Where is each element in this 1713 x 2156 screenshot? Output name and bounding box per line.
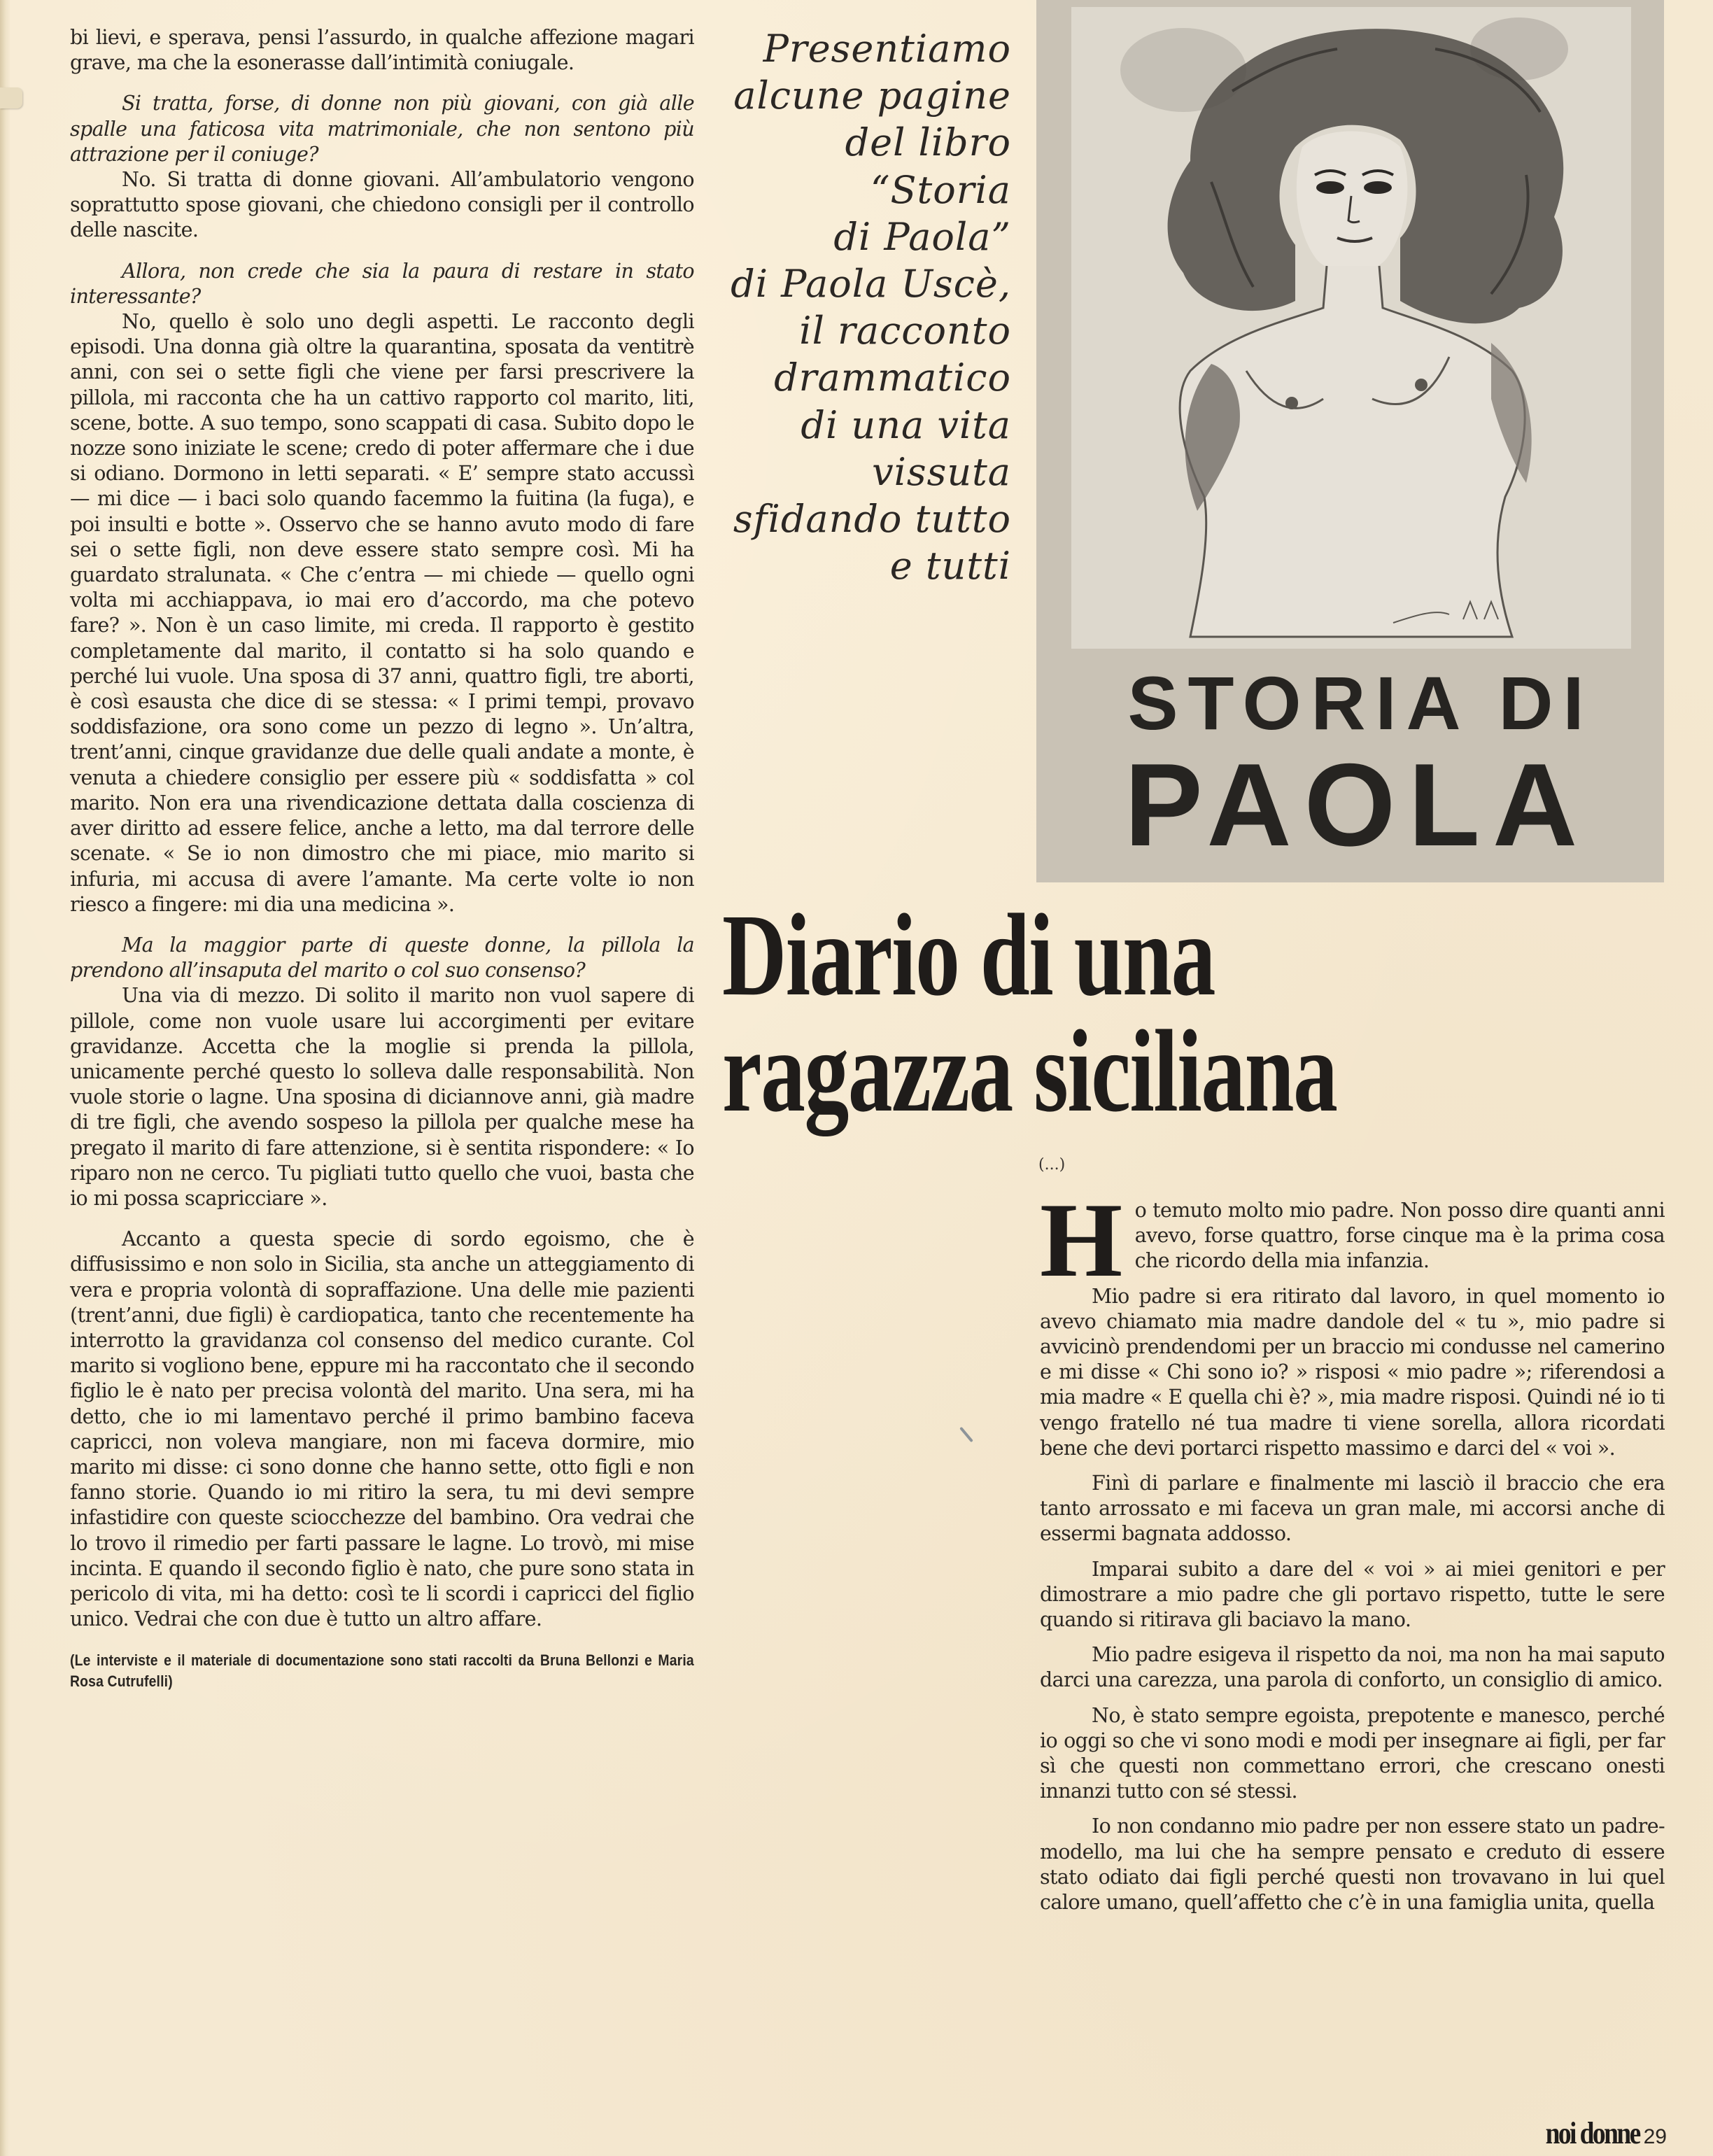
article-headline: [722, 890, 1467, 1136]
intro-line: vissuta: [872, 449, 1011, 494]
diary-paragraph: Io non condanno mio padre per non essere stato un padre-modello, ma lui che ha sempre pensato e creduto di essere stato odiato dai figli perché questi non trovavano in lui quel calore umano, quell’affetto che c’è in una famiglia unita, quella: [1040, 1815, 1665, 1915]
intro-line: drammatico: [774, 355, 1011, 400]
book-cover: [1036, 0, 1664, 882]
opening-text: o temuto molto mio padre. Non posso dire quanti anni avevo, forse quattro, forse cinque ma è la prima cosa che ricordo della mia infanzia.: [1134, 1199, 1665, 1273]
intro-blurb: [714, 25, 1011, 589]
cover-title-line-2: PAOLA: [1124, 739, 1591, 871]
paragraph: bi lievi, e sperava, pensi l’assurdo, in qualche affezione magari grave, ma che la esonerasse dall’intimità coniugale.: [70, 26, 694, 75]
intro-line: “Storia: [870, 167, 1011, 212]
cover-title-line-1: STORIA DI: [1127, 661, 1594, 745]
answer-paragraph: No, quello è solo uno degli aspetti. Le racconto degli episodi. Una donna già oltre la quarantina, sposata da ventitrè anni, con sei o sette figli che viene per farsi prescrivere la pillola, mi racconta che ha un cattivo rapporto col marito, liti, scene, botte. A suo tempo, sono scappati di casa. Subito dopo le nozze sono iniziate le scene; credo di poter affermare che i due si odiano. Dormono in letti separati. « E’ sempre stato accussì — mi dice — i baci solo quando facemmo la fuitina (la fuga), e poi insulti e botte ». Osservo che se hanno avuto modo di fare sei o sette figli, non deve essere stato sempre così. Mi ha guardato stralunata. « Che c’entra — mi chiede — quello ogni volta mi acchiappava, io mai ero d’accordo, ma che potevo fare? ». Non è un caso limite, mi creda. Il rapporto è gestito completamente dal marito, il contatto si ha solo quando e perché lui vuole. Una sposa di 37 anni, quattro figli, tre aborti, è così esausta che dice di se stessa: « I primi tempi, provavo soddisfazione, ora sono come un pezzo di legno ». Un’altra, trent’anni, cinque gravidanze due delle quali andate a monte, è venuta a chiedere consiglio per essere più « soddisfatta » col marito. Non era una rivendicazione dettata dalla coscienza di aver diritto ad essere felice, anche a letto, ma dal terrore delle scenate. « Se io non dimostro che mi piace, mio marito si infuria, mi accusa di avere l’amante. Ma certe volte io non riesco a fingere: mi dia una medicina ».: [70, 310, 694, 916]
page-number: 29: [1643, 2125, 1667, 2148]
staple-mark: [959, 1427, 973, 1442]
intro-line: sfidando tutto: [733, 497, 1011, 542]
drop-cap: H: [1040, 1181, 1122, 1299]
headline-line-1: Diario di una: [722, 890, 1215, 1020]
intro-line: di Paola”: [833, 214, 1011, 259]
omission-mark: (...): [1038, 1156, 1066, 1174]
magazine-name: noi donne: [1545, 2116, 1640, 2150]
diary-paragraph: Imparai subito a dare del « voi » ai miei genitori e per dimostrare a mio padre che gli portavo rispetto, tutte le sere quando si ritirava gli baciavo la mano.: [1040, 1557, 1665, 1632]
answer-paragraph: Una via di mezzo. Di solito il marito non vuol sapere di pillole, come non vuole usare lui accorgimenti per evitare gravidanze. Accetta che la moglie si prenda la pillola, unicamente perché questo lo solleva dalle responsabilità. Non vuole storie o lagne. Una sposina di diciannove anni, già madre di tre figli, che avendo sospeso la pillola per qualche mese ha pregato il marito di fare attenzione, si è sentita rispondere: « Io riparo non ne cerco. Tu pigliati tutto quello che vuoi, basta che io mi possa scapricciare ».: [70, 984, 694, 1210]
diary-paragraph: No, è stato sempre egoista, prepotente e manesco, perché io oggi so che vi sono modi e modi per insegnare ai figli, per far sì che questi non commettano errori, che crescano onesti innanzi tutto con sé stessi.: [1040, 1703, 1665, 1803]
question-paragraph: Allora, non crede che sia la paura di restare in stato interessante?: [70, 259, 694, 308]
question-paragraph: Ma la maggior parte di queste donne, la pillola la prendono all’insaputa del marito o col suo consenso?: [70, 933, 694, 982]
intro-line: di Paola Uscè,: [731, 262, 1011, 307]
diary-paragraph: Finì di parlare e finalmente mi lasciò il braccio che era tanto arrossato e mi faceva un gran male, mi accorsi anche di essermi bagnata addosso.: [1040, 1472, 1665, 1546]
question-paragraph: Si tratta, forse, di donne non più giovani, con già alle spalle una faticosa vita matrimoniale, che non sentono più attrazione per il coniuge?: [70, 92, 694, 166]
answer-paragraph: Accanto a questa specie di sordo egoismo, che è diffusissimo e non solo in Sicilia, sta anche un atteggiamento di vera e propria volontà di sopraffazione. Una delle mie pazienti (trent’anni, due figli) è cardiopatica, tanto che recentemente ha interrotto la gravidanza col consenso del medico curante. Col marito si vogliono bene, eppure mi ha raccontato che il secondo figlio le è nato per precisa volontà del marito. Una sera, mi ha detto, che io mi lamentavo perché il primo bambino faceva capricci, non voleva mangiare, non mi faceva dormire, mio marito mi disse: ci sono donne che hanno sette, otto figli e non fanno storie. Quando io mi ritiro la sera, tu mi devi sempre infastidire con queste sciocchezze del bambino. Ora vedrai che lo trovo il rimedio per farti passare le lagne. Lo trovò, mi mise incinta. E quando il secondo figlio è nato, che pure sono stata in pericolo di vita, mi ha detto: così te li scordi i capricci del figlio unico. Vedrai che con due è tutto un altro affare.: [70, 1227, 694, 1631]
diary-column: [1040, 1181, 1665, 1915]
diary-paragraph: Mio padre si era ritirato dal lavoro, in quel momento io avevo chiamato mia madre dandole del « tu », mio padre si avvicinò prendendomi per un braccio mi condusse nel camerino e mi disse « Chi sono io? » risposi « mio padre »; riferendosi a mia madre « E quella chi è? », mia madre risposi. Quindi né io ti vengo fratello né tua madre ti viene sorella, allora ricordati bene che devi portarci rispetto massimo e darci del « voi ».: [1040, 1284, 1665, 1460]
diary-paragraph: Mio padre esigeva il rispetto da noi, ma non ha mai saputo darci una carezza, una parola di conforto, un consiglio di amico.: [1040, 1643, 1665, 1692]
page-footer: [1529, 2115, 1667, 2151]
credit-note: (Le interviste e il materiale di documentazione sono stati raccolti da Bruna Bellonzi e Maria Rosa Cutrufelli): [70, 1651, 694, 1691]
intro-line: alcune pagine: [733, 73, 1011, 118]
intro-line: del libro: [845, 120, 1011, 165]
headline-line-2: ragazza siciliana: [722, 1006, 1337, 1136]
answer-paragraph: No. Si tratta di donne giovani. All’ambulatorio vengono soprattutto spose giovani, che chiedono consigli per il controllo delle nascite.: [70, 168, 694, 242]
interview-column: [70, 25, 694, 1692]
intro-line: il racconto: [799, 309, 1011, 353]
intro-line: di una vita: [801, 402, 1011, 447]
paper-tab: [0, 87, 22, 108]
portrait-illustration: [1071, 7, 1631, 649]
opening-paragraph: [1040, 1181, 1665, 1299]
portrait-drawing: [1071, 7, 1631, 649]
page-fold-edge: [0, 0, 10, 2156]
intro-line: e tutti: [889, 544, 1011, 589]
intro-line: Presentiamo: [763, 27, 1011, 71]
